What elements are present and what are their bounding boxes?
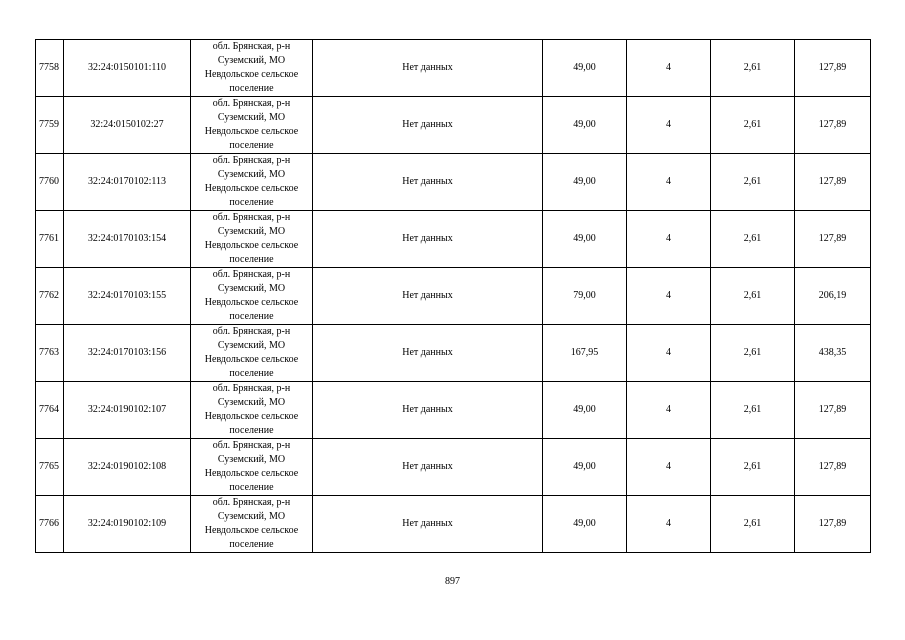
table-row xyxy=(36,40,871,97)
table-row xyxy=(36,325,871,382)
value: 127,89 xyxy=(795,154,871,211)
group: 4 xyxy=(627,97,711,154)
rate: 2,61 xyxy=(711,382,795,439)
group: 4 xyxy=(627,268,711,325)
group: 4 xyxy=(627,439,711,496)
cadastral-number: 32:24:0150102:27 xyxy=(64,97,191,154)
rate: 2,61 xyxy=(711,496,795,553)
row-number: 7759 xyxy=(36,97,64,154)
value: 206,19 xyxy=(795,268,871,325)
area: 49,00 xyxy=(543,40,627,97)
value: 127,89 xyxy=(795,496,871,553)
cadastral-number: 32:24:0190102:109 xyxy=(64,496,191,553)
group: 4 xyxy=(627,211,711,268)
address: обл. Брянская, р-н Суземский, МО Невдольское сельское поселение xyxy=(191,40,313,97)
area: 49,00 xyxy=(543,211,627,268)
area: 49,00 xyxy=(543,439,627,496)
status: Нет данных xyxy=(313,325,543,382)
table-row xyxy=(36,268,871,325)
table-row xyxy=(36,211,871,268)
status: Нет данных xyxy=(313,40,543,97)
address: обл. Брянская, р-н Суземский, МО Невдольское сельское поселение xyxy=(191,268,313,325)
table-row xyxy=(36,439,871,496)
row-number: 7758 xyxy=(36,40,64,97)
rate: 2,61 xyxy=(711,97,795,154)
address: обл. Брянская, р-н Суземский, МО Невдольское сельское поселение xyxy=(191,154,313,211)
table-row xyxy=(36,496,871,553)
address: обл. Брянская, р-н Суземский, МО Невдольское сельское поселение xyxy=(191,211,313,268)
address: обл. Брянская, р-н Суземский, МО Невдольское сельское поселение xyxy=(191,97,313,154)
row-number: 7764 xyxy=(36,382,64,439)
group: 4 xyxy=(627,382,711,439)
status: Нет данных xyxy=(313,97,543,154)
rate: 2,61 xyxy=(711,40,795,97)
group: 4 xyxy=(627,496,711,553)
page-number: 897 xyxy=(445,576,460,587)
area: 49,00 xyxy=(543,382,627,439)
cadastral-number: 32:24:0170103:156 xyxy=(64,325,191,382)
value: 127,89 xyxy=(795,97,871,154)
value: 127,89 xyxy=(795,439,871,496)
cadastral-number: 32:24:0150101:110 xyxy=(64,40,191,97)
status: Нет данных xyxy=(313,154,543,211)
table-row xyxy=(36,97,871,154)
row-number: 7761 xyxy=(36,211,64,268)
value: 127,89 xyxy=(795,40,871,97)
cadastral-number: 32:24:0170103:154 xyxy=(64,211,191,268)
address: обл. Брянская, р-н Суземский, МО Невдольское сельское поселение xyxy=(191,325,313,382)
table-row xyxy=(36,382,871,439)
status: Нет данных xyxy=(313,268,543,325)
status: Нет данных xyxy=(313,439,543,496)
rate: 2,61 xyxy=(711,439,795,496)
group: 4 xyxy=(627,325,711,382)
row-number: 7762 xyxy=(36,268,64,325)
status: Нет данных xyxy=(313,211,543,268)
value: 438,35 xyxy=(795,325,871,382)
group: 4 xyxy=(627,154,711,211)
area: 49,00 xyxy=(543,496,627,553)
cadastral-number: 32:24:0190102:107 xyxy=(64,382,191,439)
area: 49,00 xyxy=(543,154,627,211)
area: 49,00 xyxy=(543,97,627,154)
value: 127,89 xyxy=(795,382,871,439)
row-number: 7763 xyxy=(36,325,64,382)
rate: 2,61 xyxy=(711,154,795,211)
row-number: 7766 xyxy=(36,496,64,553)
address: обл. Брянская, р-н Суземский, МО Невдольское сельское поселение xyxy=(191,439,313,496)
row-number: 7765 xyxy=(36,439,64,496)
cadastral-number: 32:24:0170103:155 xyxy=(64,268,191,325)
status: Нет данных xyxy=(313,496,543,553)
value: 127,89 xyxy=(795,211,871,268)
cadastral-table xyxy=(35,39,871,553)
address: обл. Брянская, р-н Суземский, МО Невдольское сельское поселение xyxy=(191,382,313,439)
status: Нет данных xyxy=(313,382,543,439)
table-row xyxy=(36,154,871,211)
area: 79,00 xyxy=(543,268,627,325)
rate: 2,61 xyxy=(711,211,795,268)
address: обл. Брянская, р-н Суземский, МО Невдольское сельское поселение xyxy=(191,496,313,553)
group: 4 xyxy=(627,40,711,97)
cadastral-number: 32:24:0190102:108 xyxy=(64,439,191,496)
row-number: 7760 xyxy=(36,154,64,211)
cadastral-number: 32:24:0170102:113 xyxy=(64,154,191,211)
rate: 2,61 xyxy=(711,268,795,325)
area: 167,95 xyxy=(543,325,627,382)
rate: 2,61 xyxy=(711,325,795,382)
